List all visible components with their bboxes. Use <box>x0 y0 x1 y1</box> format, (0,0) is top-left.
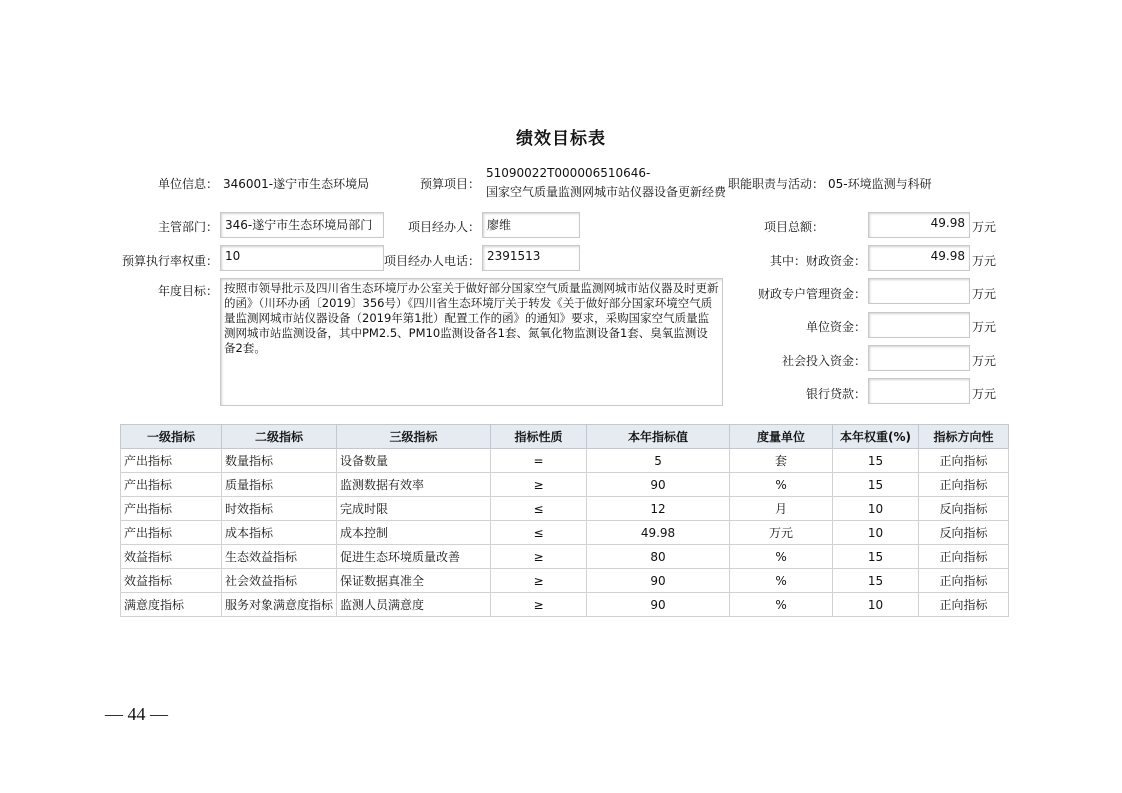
level1-cell: 产出指标 <box>121 521 222 545</box>
handler-field[interactable]: 廖维 <box>482 212 580 238</box>
annual-goal-label: 年度目标： <box>157 284 218 298</box>
level2-cell: 生态效益指标 <box>222 545 337 569</box>
unit-cell: 万元 <box>730 521 833 545</box>
supervisor-field[interactable]: 346-遂宁市生态环境局部门 <box>220 212 384 238</box>
exec-weight-field[interactable]: 10 <box>220 245 384 271</box>
unit-cell: % <box>730 593 833 617</box>
nature-cell: ≥ <box>491 473 587 497</box>
level3-cell: 保证数据真准全 <box>337 569 491 593</box>
level1-cell: 产出指标 <box>121 449 222 473</box>
level2-cell: 质量指标 <box>222 473 337 497</box>
table-row <box>121 497 1009 521</box>
table-row <box>121 521 1009 545</box>
column-header: 度量单位 <box>730 425 833 449</box>
handler-phone-label: 项目经办人电话： <box>383 254 480 268</box>
unit-cell: % <box>730 569 833 593</box>
budget-item-code: 51090022T000006510646- <box>486 166 651 180</box>
total-unit: 万元 <box>972 220 997 234</box>
level2-cell: 时效指标 <box>222 497 337 521</box>
direction-cell: 正向指标 <box>919 449 1009 473</box>
table-row <box>121 545 1009 569</box>
unit-funds-field[interactable] <box>868 312 970 338</box>
handler-label: 项目经办人： <box>407 220 480 234</box>
column-header: 三级指标 <box>337 425 491 449</box>
unit-cell: 月 <box>730 497 833 521</box>
target-value-cell: 49.98 <box>587 521 730 545</box>
level2-cell: 成本指标 <box>222 521 337 545</box>
table-row <box>121 449 1009 473</box>
unit-cell: 套 <box>730 449 833 473</box>
column-header: 指标性质 <box>491 425 587 449</box>
special-funds-field[interactable] <box>868 278 970 304</box>
weight-cell: 15 <box>833 569 919 593</box>
nature-cell: ≥ <box>491 569 587 593</box>
nature-cell: ≤ <box>491 497 587 521</box>
page-title: 绩效目标表 <box>516 129 606 149</box>
level1-cell: 满意度指标 <box>121 593 222 617</box>
target-value-cell: 80 <box>587 545 730 569</box>
level3-cell: 完成时限 <box>337 497 491 521</box>
direction-cell: 正向指标 <box>919 473 1009 497</box>
unit-info-label: 单位信息： <box>157 177 218 191</box>
target-value-cell: 90 <box>587 569 730 593</box>
total-label: 项目总额： <box>763 220 824 234</box>
table-header-row <box>121 425 1009 449</box>
direction-cell: 反向指标 <box>919 497 1009 521</box>
unit-funds-unit: 万元 <box>972 320 997 334</box>
column-header: 一级指标 <box>121 425 222 449</box>
direction-cell: 反向指标 <box>919 521 1009 545</box>
fiscal-funds-label: 其中：财政资金： <box>769 254 866 268</box>
level3-cell: 设备数量 <box>337 449 491 473</box>
unit-info-value: 346001-遂宁市生态环境局 <box>223 177 370 191</box>
target-value-cell: 12 <box>587 497 730 521</box>
function-value: 05-环境监测与科研 <box>828 177 932 191</box>
annual-goal-textarea[interactable]: 按照市领导批示及四川省生态环境厅办公室关于做好部分国家空气质量监测网城市站仪器及时更新的函》（川环办函〔2019〕356号）《四川省生态环境厅关于转发《关于做好部分国家环境空气质量监测网城市站仪器设备（2019年第1批）配置工作的函》的通知》要求，采购国家空气质量监测网城市站监测设备，其中PM2.5、PM10监测设备各1套、氮氧化物监测设备1套、臭氧监测设备2套。 <box>220 278 723 406</box>
nature-cell: ≤ <box>491 521 587 545</box>
fiscal-funds-unit: 万元 <box>972 254 997 268</box>
function-label: 职能职责与活动： <box>727 177 824 191</box>
unit-cell: % <box>730 545 833 569</box>
fiscal-funds-field[interactable]: 49.98 <box>868 245 970 271</box>
weight-cell: 10 <box>833 521 919 545</box>
column-header: 指标方向性 <box>919 425 1009 449</box>
unit-funds-label: 单位资金： <box>805 320 866 334</box>
level2-cell: 数量指标 <box>222 449 337 473</box>
target-value-cell: 90 <box>587 473 730 497</box>
nature-cell: ≥ <box>491 545 587 569</box>
level1-cell: 效益指标 <box>121 569 222 593</box>
special-funds-unit: 万元 <box>972 287 997 301</box>
bank-loan-label: 银行贷款： <box>805 387 866 401</box>
level1-cell: 产出指标 <box>121 497 222 521</box>
weight-cell: 10 <box>833 593 919 617</box>
indicator-table <box>120 424 1009 617</box>
unit-cell: % <box>730 473 833 497</box>
budget-item-label: 预算项目： <box>419 177 480 191</box>
social-funds-label: 社会投入资金： <box>781 354 866 368</box>
level3-cell: 监测人员满意度 <box>337 593 491 617</box>
budget-item-name: 国家空气质量监测网城市站仪器设备更新经费 <box>486 185 727 199</box>
weight-cell: 10 <box>833 497 919 521</box>
level1-cell: 效益指标 <box>121 545 222 569</box>
direction-cell: 正向指标 <box>919 545 1009 569</box>
weight-cell: 15 <box>833 545 919 569</box>
social-funds-unit: 万元 <box>972 354 997 368</box>
target-value-cell: 90 <box>587 593 730 617</box>
bank-loan-unit: 万元 <box>972 387 997 401</box>
target-value-cell: 5 <box>587 449 730 473</box>
social-funds-field[interactable] <box>868 345 970 371</box>
table-row <box>121 473 1009 497</box>
bank-loan-field[interactable] <box>868 378 970 404</box>
level3-cell: 监测数据有效率 <box>337 473 491 497</box>
supervisor-label: 主管部门： <box>157 220 218 234</box>
column-header: 本年指标值 <box>587 425 730 449</box>
special-funds-label: 财政专户管理资金： <box>757 287 866 301</box>
column-header: 二级指标 <box>222 425 337 449</box>
weight-cell: 15 <box>833 473 919 497</box>
level1-cell: 产出指标 <box>121 473 222 497</box>
handler-phone-field[interactable]: 2391513 <box>482 245 580 271</box>
table-row <box>121 593 1009 617</box>
nature-cell: ≥ <box>491 593 587 617</box>
level3-cell: 成本控制 <box>337 521 491 545</box>
level2-cell: 社会效益指标 <box>222 569 337 593</box>
level2-cell: 服务对象满意度指标 <box>222 593 337 617</box>
total-amount-field[interactable]: 49.98 <box>868 212 970 238</box>
page-number: — 44 — <box>105 704 168 724</box>
table-row <box>121 569 1009 593</box>
weight-cell: 15 <box>833 449 919 473</box>
level3-cell: 促进生态环境质量改善 <box>337 545 491 569</box>
direction-cell: 正向指标 <box>919 569 1009 593</box>
column-header: 本年权重(%) <box>833 425 919 449</box>
exec-weight-label: 预算执行率权重： <box>121 254 218 268</box>
nature-cell: = <box>491 449 587 473</box>
direction-cell: 正向指标 <box>919 593 1009 617</box>
